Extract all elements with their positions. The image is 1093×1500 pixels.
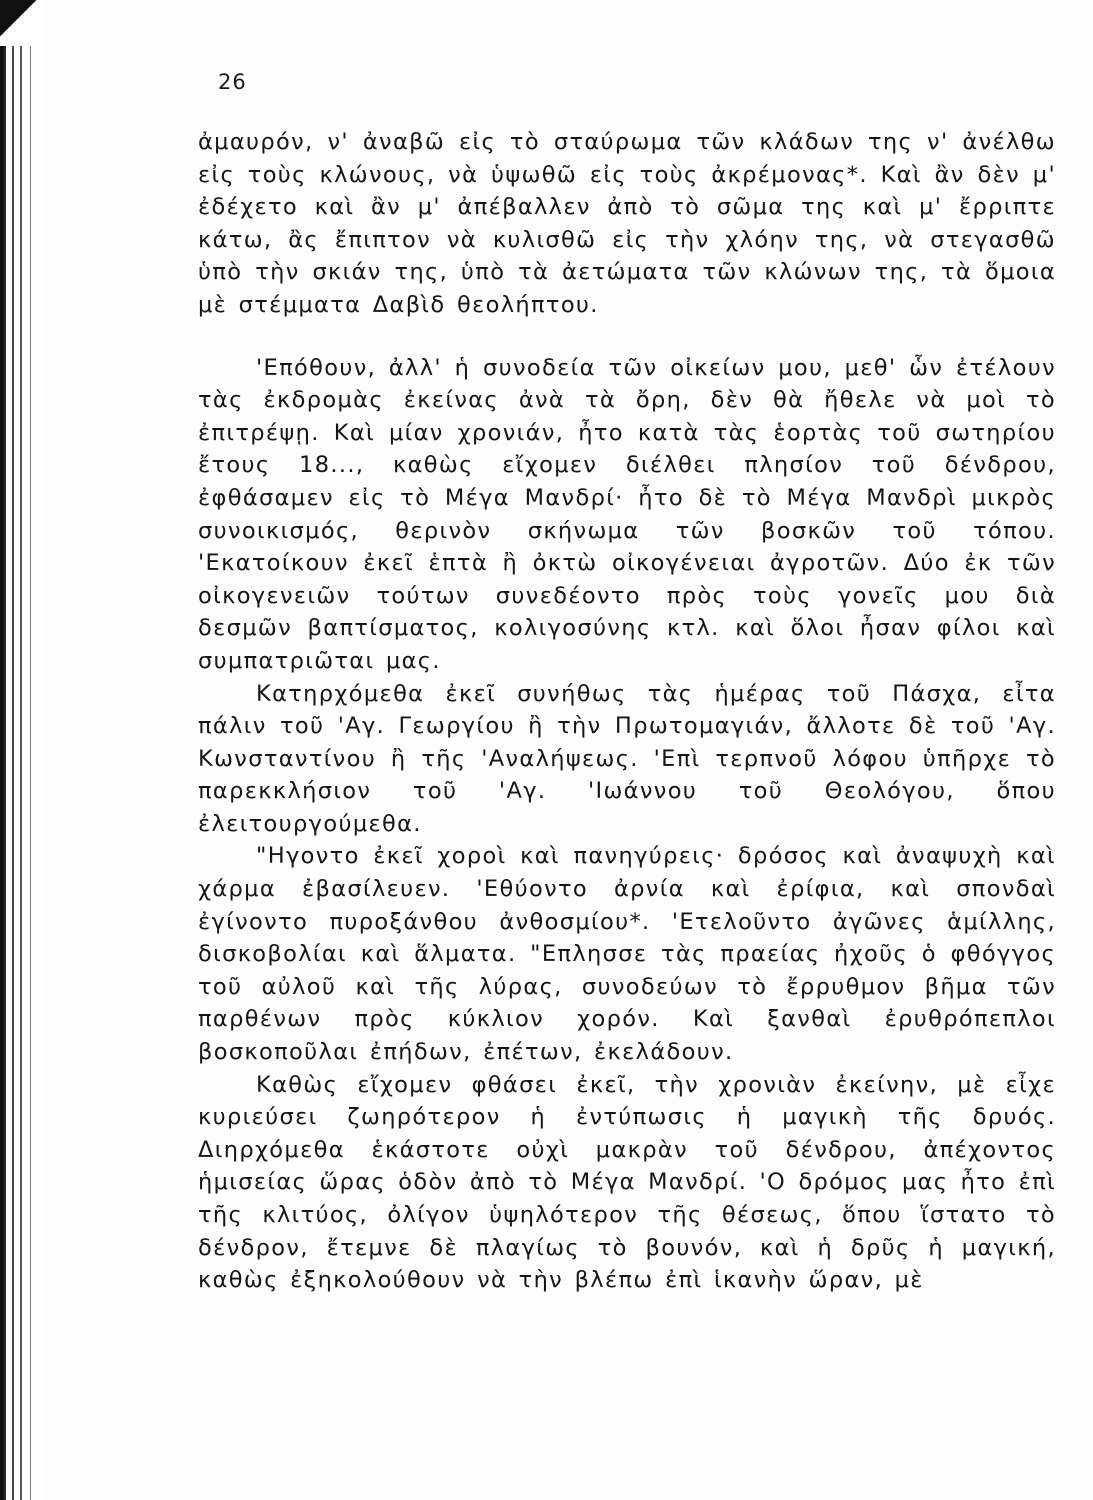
page-edge [30,0,31,1500]
book-page [44,0,1093,1500]
page-edge [12,0,14,1500]
paragraph: ἀμαυρόν, ν' ἀναβῶ εἰς τὸ σταύρωμα τῶν κλάδων της ν' ἀνέλθω εἰς τοὺς κλώνους, νὰ ὑψωθῶ εἰς τοὺς ἀκρέμονας*. Καὶ ἂν δὲν μ' ἐδέχετο καὶ ἂν μ' ἀπέβαλλεν ἀπὸ τὸ σῶμα της καὶ μ' ἔρριπτε κάτω, ἂς ἔπιπτον νὰ κυλισθῶ εἰς τὴν χλόην της, νὰ στεγασθῶ ὑπὸ τὴν σκιάν της, ὑπὸ τὰ ἀετώματα τῶν κλώνων της, τὰ ὅμοια μὲ στέμματα Δαβὶδ θεολήπτου. [198,129,1056,318]
paragraph: Καθὼς εἴχομεν φθάσει ἐκεῖ, τὴν χρονιὰν ἐκείνην, μὲ εἶχε κυριεύσει ζωηρότερον ἡ ἐντύπωσις ἡ μαγικὴ τῆς δρυός. Διηρχόμεθα ἑκάστοτε οὐχὶ μακρὰν τοῦ δένδρου, ἀπέχοντος ἡμισείας ὥρας ὁδὸν ἀπὸ τὸ Μέγα Μανδρί. 'Ο δρόμος μας ἦτο ἐπὶ τῆς κλιτύος, ὀλίγον ὑψηλότερον τῆς θέσεως, ὅπου ἵστατο τὸ δένδρον, ἔτεμνε δὲ πλαγίως τὸ βουνόν, καὶ ἡ δρῦς ἡ μαγική, καθὼς ἐξηκολούθουν νὰ τὴν βλέπω ἐπὶ ἱκανὴν ὥραν, μὲ [198,1071,1056,1294]
body-text [198,126,1056,1297]
paragraph: Κατηρχόμεθα ἐκεῖ συνήθως τὰς ἡμέρας τοῦ Πάσχα, εἶτα πάλιν τοῦ 'Αγ. Γεωργίου ἢ τὴν Πρωτομαγιάν, ἄλλοτε δὲ τοῦ 'Αγ. Κωνσταντίνου ἢ τῆς 'Αναλήψεως. 'Επὶ τερπνοῦ λόφου ὑπῆρχε τὸ παρεκκλήσιον τοῦ 'Αγ. 'Ιωάννου τοῦ Θεολόγου, ὅπου ἐλειτουργούμεθα. [198,680,1056,837]
page-edge [20,0,22,1500]
paragraph: "Ηγοντο ἐκεῖ χοροὶ καὶ πανηγύρεις· δρόσος καὶ ἀναψυχὴ καὶ χάρμα ἐβασίλευεν. 'Εθύοντο ἀρνία καὶ ἐρίφια, καὶ σπονδαὶ ἐγίνοντο πυροξάνθου ἀνθοσμίου*. 'Ετελοῦντο ἀγῶνες ἁμίλλης, δισκοβολίαι καὶ ἅλματα. "Επλησσε τὰς πραείας ἠχοῦς ὁ φθόγγος τοῦ αὐλοῦ καὶ τῆς λύρας, συνοδεύων τὸ ἔρρυθμον βῆμα τῶν παρθένων πρὸς κύκλιον χορόν. Καὶ ξανθαὶ ἐρυθρόπεπλοι βοσκοποῦλαι ἐπήδων, ἐπέτων, ἐκελάδουν. [198,843,1056,1066]
page-number: 26 [218,70,247,94]
page-stack-edges [0,0,44,1500]
scan-corner [0,0,44,46]
page-edge [4,0,6,1500]
paragraph: 'Επόθουν, ἀλλ' ἡ συνοδεία τῶν οἰκείων μου, μεθ' ὧν ἐτέλουν τὰς ἐκδρομὰς ἐκείνας ἀνὰ τὰ ὄρη, δὲν θὰ ἤθελε νὰ μοὶ τὸ ἐπιτρέψῃ. Καὶ μίαν χρονιάν, ἦτο κατὰ τὰς ἑορτὰς τοῦ σωτηρίου ἔτους 18..., καθὼς εἴχομεν διέλθει πλησίον τοῦ δένδρου, ἐφθάσαμεν εἰς τὸ Μέγα Μανδρί· ἦτο δὲ τὸ Μέγα Μανδρὶ μικρὸς συνοικισμός, θερινὸν σκήνωμα τῶν βοσκῶν τοῦ τόπου. 'Εκατοίκουν ἐκεῖ ἑπτὰ ἢ ὀκτὼ οἰκογένειαι ἀγροτῶν. Δύο ἐκ τῶν οἰκογενειῶν τούτων συνεδέοντο πρὸς τοὺς γονεῖς μου διὰ δεσμῶν βαπτίσματος, κολιγοσύνης κτλ. καὶ ὅλοι ἦσαν φίλοι καὶ συμπατριῶται μας. [198,354,1056,674]
